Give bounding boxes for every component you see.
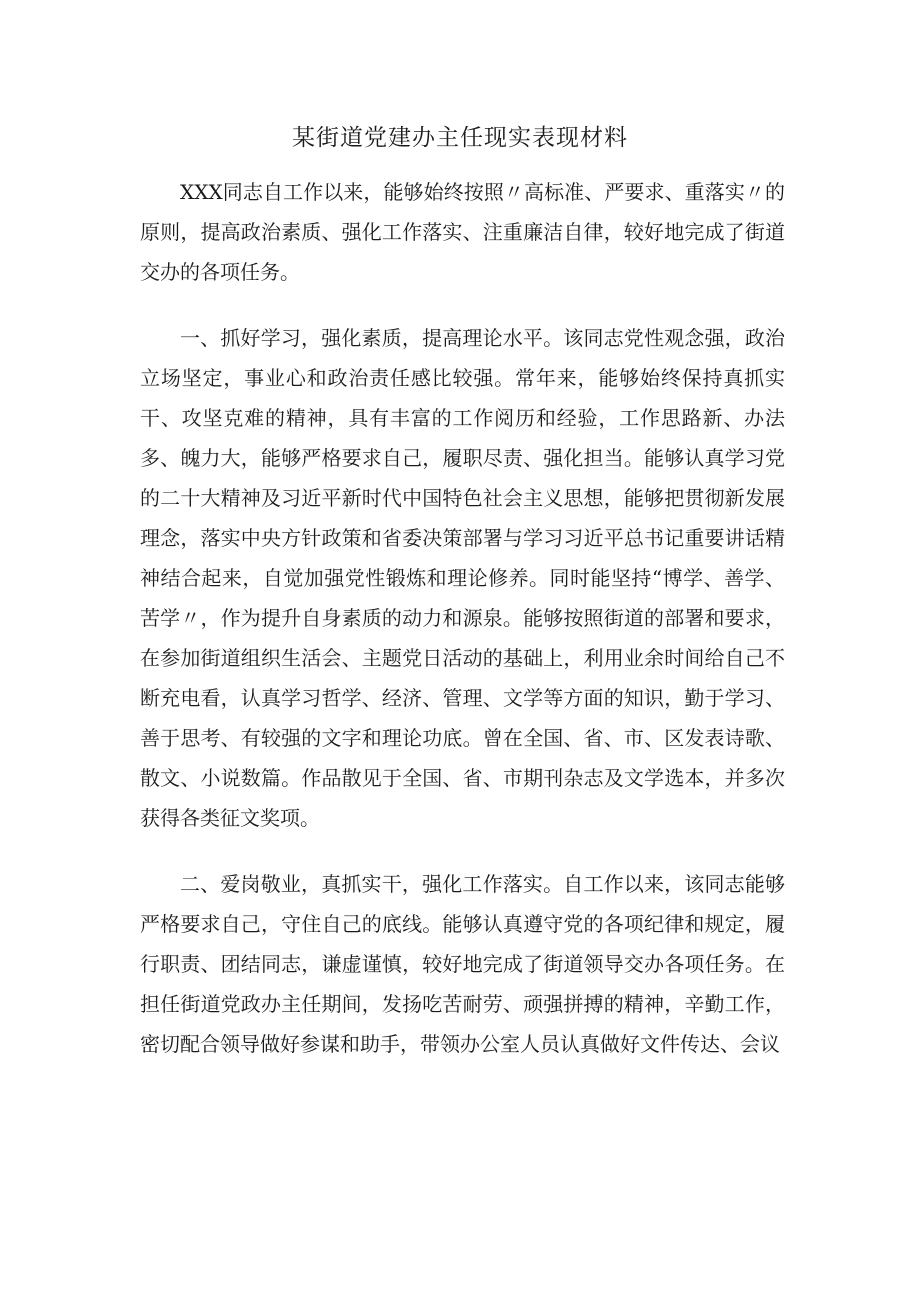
paragraph-intro: XXX同志自工作以来，能够始终按照〃高标准、严要求、重落实〃的原则，提高政治素质、强化工作落实、注重廉洁自律，较好地完成了街道交办的各项任务。 (140, 180, 785, 284)
paragraph-section-one: 一、抓好学习，强化素质，提高理论水平。该同志党性观念强，政治立场坚定，事业心和政治责任感比较强。常年来，能够始终保持真抓实干、攻坚克难的精神，具有丰富的工作阅历和经验，工作思路新、办法多、魄力大，能够严格要求自己，履职尽责、强化担当。能够认真学习党的二十大精神及习近平新时代中国特色社会主义思想，能够把贯彻新发展理念，落实中央方针政策和省委决策部署与学习习近平总书记重要讲话精神结合起来，自觉加强党性锻炼和理论修养。同时能坚持“博学、善学、苦学〃，作为提升自身素质的动力和源泉。能够按照街道的部署和要求，在参加街道组织生活会、主题党日活动的基础上，利用业余时间给自己不断充电看，认真学习哲学、经济、管理、文学等方面的知识，勤于学习、善于思考、有较强的文字和理论功底。曾在全国、省、市、区发表诗歌、散文、小说数篇。作品散见于全国、省、市期刊杂志及文学选本，并多次获得各类征文奖项。 (140, 326, 785, 830)
document-title: 某街道党建办主任现实表现材料 (292, 125, 628, 151)
paragraph-section-two: 二、爱岗敬业，真抓实干，强化工作落实。自工作以来，该同志能够严格要求自己，守住自己的底线。能够认真遵守党的各项纪律和规定，履行职责、团结同志，谦虚谨慎，较好地完成了街道领导交办各项任务。在担任街道党政办主任期间，发扬吃苦耐劳、顽强拼搏的精神，辛勤工作，密切配合领导做好参谋和助手，带领办公室人员认真做好文件传达、会议 (140, 872, 785, 1056)
document-body (140, 172, 785, 1064)
